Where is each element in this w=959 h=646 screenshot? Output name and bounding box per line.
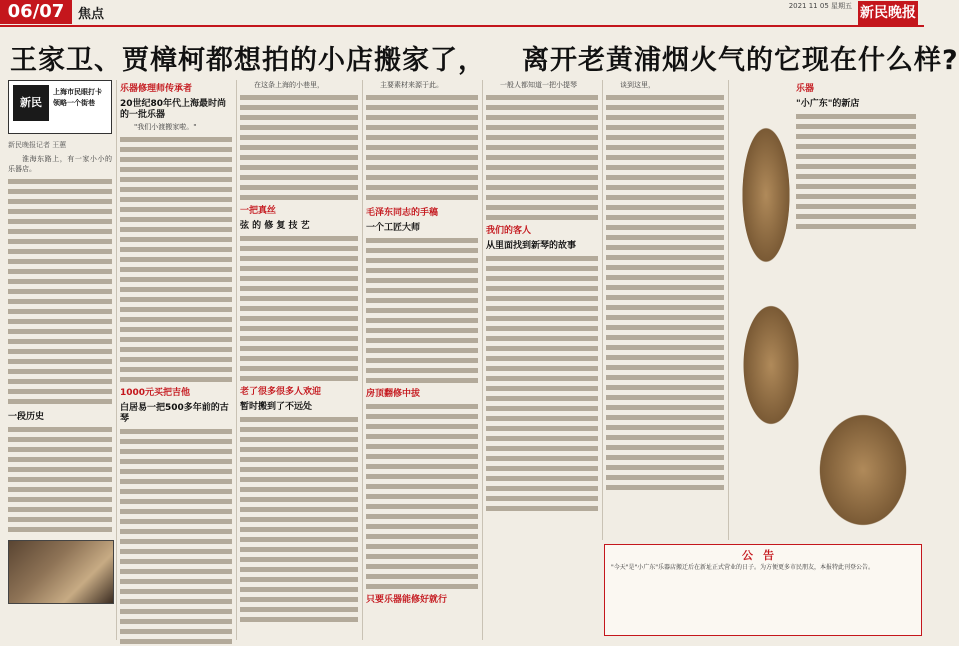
subhead: 暂时搬到了不远处 [240, 402, 313, 412]
column-divider [728, 80, 729, 540]
notice-body: "今天"是"小广东"乐器店搬迁后在新址正式营业的日子。为方便更多市民朋友，本报特此刊登公告。 [611, 564, 875, 571]
body-text-block [240, 414, 358, 624]
column-4 [366, 80, 478, 640]
column-2 [120, 80, 232, 640]
subhead: 房顶翻修中拔 [366, 389, 421, 399]
guitar-image [736, 290, 806, 440]
notice-title: 公告 [742, 549, 784, 562]
byline: 新民晚报记者 王蕙 [8, 141, 67, 149]
logo-mark: 新民 [13, 85, 49, 121]
subhead: 一段历史 [8, 412, 45, 422]
column-5 [486, 80, 598, 540]
body-text-block [240, 233, 358, 383]
body-text-block [486, 253, 598, 513]
column-logo [8, 80, 112, 134]
headline-part2: 离开老黄浦烟火气的它现在什么样? [522, 45, 959, 76]
body-text-block [366, 235, 478, 385]
body-text-block [366, 92, 478, 204]
paragraph: 一般人都知道一把小提琴 [500, 81, 577, 89]
section-name: 焦点 [78, 7, 105, 22]
headline [10, 38, 959, 77]
subhead: 白居易一把500多年前的古琴 [120, 403, 229, 424]
paragraph: 谈到这里， [620, 81, 655, 89]
subhead: 毛泽东同志的手稿 [366, 208, 439, 218]
subhead: 弦 的 修 复 技 艺 [240, 221, 310, 231]
subhead: 乐器 [796, 84, 815, 94]
column-divider [482, 80, 483, 640]
body-text-block [486, 92, 598, 222]
paragraph: 在这条上海的小巷里， [254, 81, 324, 89]
column-3 [240, 80, 358, 640]
date-line: 2021 11 05 星期五 [788, 2, 852, 10]
paragraph: "我们小渡搬家啦。" [134, 123, 197, 131]
subhead: 一把真丝 [240, 206, 277, 216]
subhead: 老了很多很多人欢迎 [240, 387, 322, 397]
notice-box [604, 544, 922, 636]
brand-logo: 新民晚报 [858, 1, 918, 25]
body-text-block [8, 176, 112, 408]
column-divider [236, 80, 237, 640]
column-divider [362, 80, 363, 640]
subhead: 我们的客人 [486, 226, 532, 236]
column-divider [602, 80, 603, 540]
body-text-block [120, 134, 232, 384]
paragraph: 主要素材来源于此。 [380, 81, 443, 89]
body-text-block [240, 92, 358, 202]
logo-text: 上海市民眼打卡领略一个街巷 [53, 88, 102, 107]
top-rule [0, 25, 924, 27]
headline-part1: 王家卫、贾樟柯都想拍的小店搬家了， [10, 45, 486, 76]
body-text-block [366, 401, 478, 591]
subhead: 只要乐器能修好就行 [366, 595, 448, 605]
shop-photo [8, 540, 114, 604]
subhead: 乐器修理师传承者 [120, 84, 193, 94]
subhead: "小广东"的新店 [796, 99, 860, 109]
column-1 [8, 80, 112, 640]
subhead: 1000元买把吉他 [120, 388, 191, 398]
body-text-block [796, 111, 916, 231]
subhead: 一个工匠大师 [366, 223, 421, 233]
page-number: 06/07 [0, 0, 72, 24]
masthead [0, 0, 924, 26]
body-text-block [606, 92, 724, 492]
cello-image [808, 400, 918, 540]
body-text-block [8, 424, 112, 534]
paragraph: 淮海东路上，有一家小小的乐器店。 [8, 155, 112, 173]
column-6 [606, 80, 724, 540]
column-divider [116, 80, 117, 640]
subhead: 20世纪80年代上海最时尚的一批乐器 [120, 99, 227, 120]
body-text-block [120, 426, 232, 646]
subhead: 从里面找到新琴的故事 [486, 241, 577, 251]
violin-image [736, 110, 796, 280]
